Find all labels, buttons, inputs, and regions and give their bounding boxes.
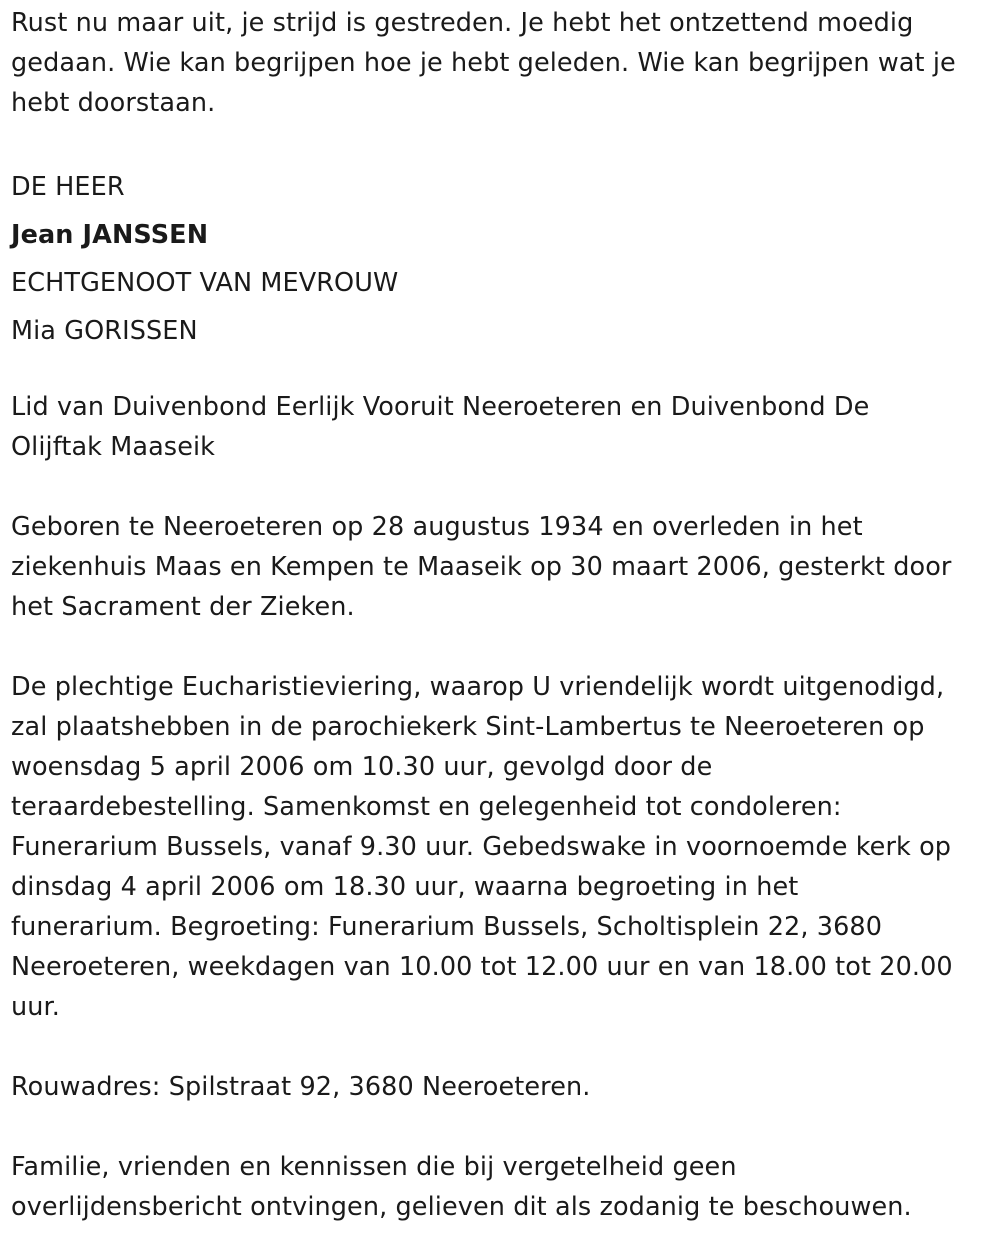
closing-paragraph: Familie, vrienden en kennissen die bij vergetelheid geen overlijdensbericht ontvingen, gelieven dit als zodanig te beschouwen. xyxy=(11,1152,912,1222)
spacer xyxy=(11,1107,996,1147)
address-paragraph: Rouwadres: Spilstraat 92, 3680 Neeroeteren. xyxy=(11,1072,591,1102)
spacer xyxy=(11,627,996,667)
spacer xyxy=(11,123,996,163)
birth-death-paragraph: Geboren te Neeroeteren op 28 augustus 1934 en overleden in het ziekenhuis Maas en Kempen te Maaseik op 30 maart 2006, gesterkt door het Sacrament der Zieken. xyxy=(11,512,952,622)
ceremony-paragraph: De plechtige Eucharistieviering, waarop U vriendelijk wordt uitgenodigd, zal plaatshebben in de parochiekerk Sint-Lambertus te Neeroeteren op woensdag 5 april 2006 om 10.30 uur, gevolgd door de teraardebestelling. Samenkomst en gelegenheid tot condoleren: Funerarium Bussels, vanaf 9.30 uur. Gebedswake in voornoemde kerk op dinsdag 4 april 2006 om 18.30 uur, waarna begroeting in het funerarium. Begroeting: Funerarium Bussels, Scholtisplein 22, 3680 Neeroeteren, weekdagen van 10.00 tot 12.00 uur en van 18.00 tot 20.00 uur. xyxy=(11,672,953,1022)
intro-paragraph: Rust nu maar uit, je strijd is gestreden. Je hebt het ontzettend moedig gedaan. Wie kan begrijpen hoe je hebt geleden. Wie kan begrijpen wat je hebt doorstaan. xyxy=(11,8,956,118)
membership-paragraph: Lid van Duivenbond Eerlijk Vooruit Neeroeteren en Duivenbond De Olijftak Maaseik xyxy=(11,392,870,462)
deceased-title: DE HEER xyxy=(11,172,125,202)
spacer xyxy=(11,1027,996,1067)
spacer xyxy=(11,467,996,507)
spouse-relation: ECHTGENOOT VAN MEVROUW xyxy=(11,268,399,298)
spouse-name: Mia GORISSEN xyxy=(11,316,198,346)
spacer xyxy=(11,355,996,387)
deceased-name: Jean JANSSEN xyxy=(11,220,209,250)
obituary-document xyxy=(11,3,996,1227)
